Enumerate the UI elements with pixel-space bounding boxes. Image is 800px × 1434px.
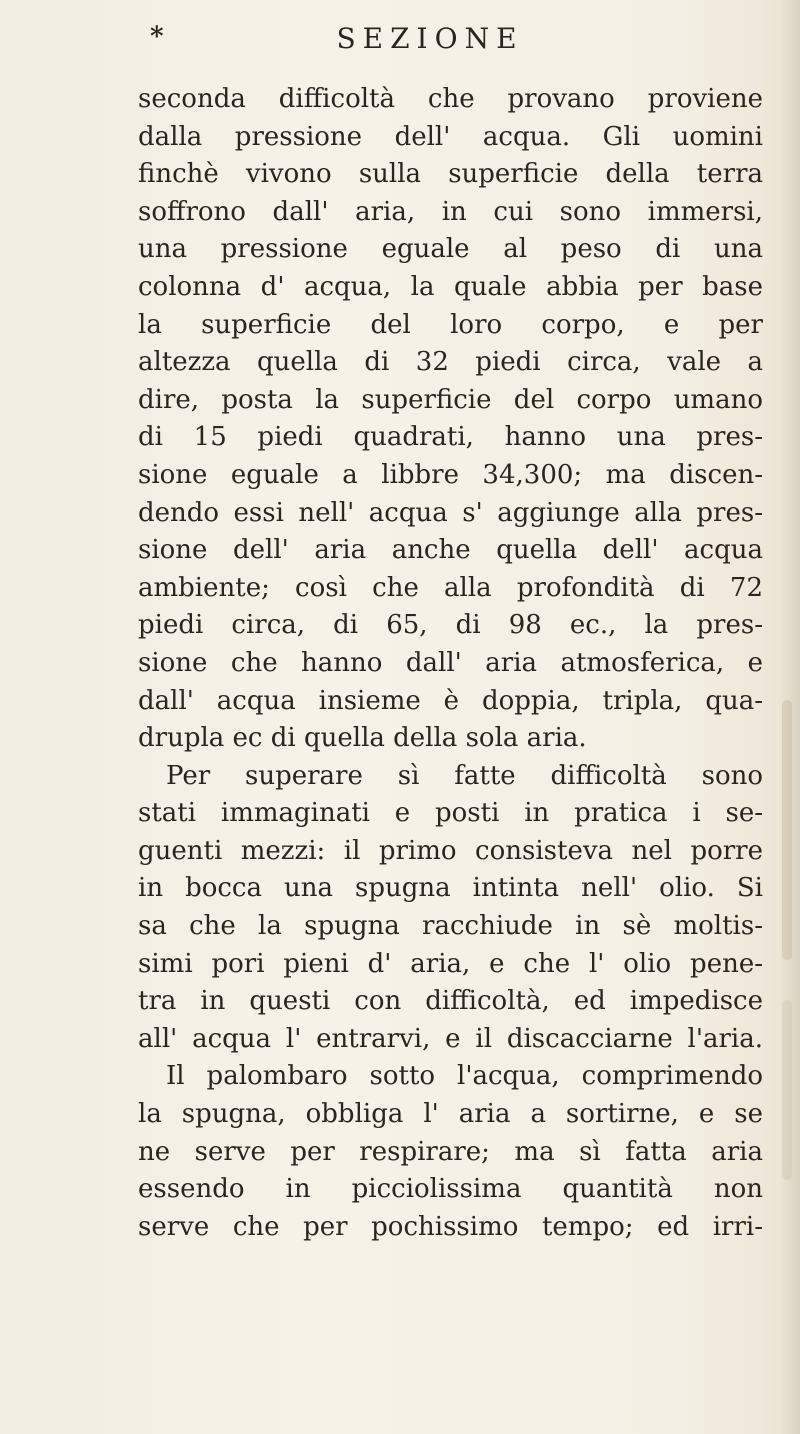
text-line: una pressione eguale al peso di una xyxy=(138,234,763,265)
text-line: essendo in picciolissima quantità non xyxy=(138,1174,763,1205)
page-header xyxy=(150,22,710,62)
page-marker: * xyxy=(150,22,164,52)
text-line: guenti mezzi: il primo consisteva nel porre xyxy=(138,835,763,866)
text-line: ne serve per respirare; ma sì fatta aria xyxy=(138,1136,763,1167)
text-line: serve che per pochissimo tempo; ed irri- xyxy=(138,1211,763,1242)
text-line: sa che la spugna racchiude in sè moltis- xyxy=(138,911,763,942)
text-line: sione dell' aria anche quella dell' acqua xyxy=(138,535,763,566)
text-line: Per superare sì fatte difficoltà sono xyxy=(166,760,763,791)
paper-stain xyxy=(782,700,792,960)
text-line: di 15 piedi quadrati, hanno una pres- xyxy=(138,422,763,453)
text-line: stati immaginati e posti in pratica i se- xyxy=(138,798,763,829)
text-line: dall' acqua insieme è doppia, tripla, qua- xyxy=(138,685,763,716)
text-line: dendo essi nell' acqua s' aggiunge alla pres- xyxy=(138,497,763,528)
paper-stain xyxy=(782,1000,792,1180)
text-line: la superficie del loro corpo, e per xyxy=(138,309,763,340)
text-line: all' acqua l' entrarvi, e il discacciarne l'aria. xyxy=(138,1023,763,1054)
text-line: altezza quella di 32 piedi circa, vale a xyxy=(138,347,763,378)
text-line: tra in questi con difficoltà, ed impedisce xyxy=(138,986,763,1017)
text-line: Il palombaro sotto l'acqua, comprimendo xyxy=(166,1061,763,1092)
text-line: piedi circa, di 65, di 98 ec., la pres- xyxy=(138,610,763,641)
text-line: la spugna, obbliga l' aria a sortirne, e se xyxy=(138,1099,763,1130)
text-line: dire, posta la superficie del corpo umano xyxy=(138,384,763,415)
text-line: sione che hanno dall' aria atmosferica, e xyxy=(138,647,763,678)
text-line: in bocca una spugna intinta nell' olio. Si xyxy=(138,873,763,904)
text-line: drupla ec di quella della sola aria. xyxy=(138,723,587,754)
running-head: SEZIONE xyxy=(336,22,524,55)
text-line: simi pori pieni d' aria, e che l' olio pene- xyxy=(138,948,763,979)
body-text xyxy=(138,81,763,1246)
text-line: seconda difficoltà che provano proviene xyxy=(138,84,763,114)
text-line: colonna d' acqua, la quale abbia per base xyxy=(138,271,763,302)
text-line: dalla pressione dell' acqua. Gli uomini xyxy=(138,121,763,152)
text-line: sione eguale a libbre 34,300; ma discen- xyxy=(138,459,763,490)
text-line: finchè vivono sulla superficie della terra xyxy=(138,159,763,190)
text-line: soffrono dall' aria, in cui sono immersi, xyxy=(138,196,763,227)
text-line: ambiente; così che alla profondità di 72 xyxy=(138,572,763,603)
